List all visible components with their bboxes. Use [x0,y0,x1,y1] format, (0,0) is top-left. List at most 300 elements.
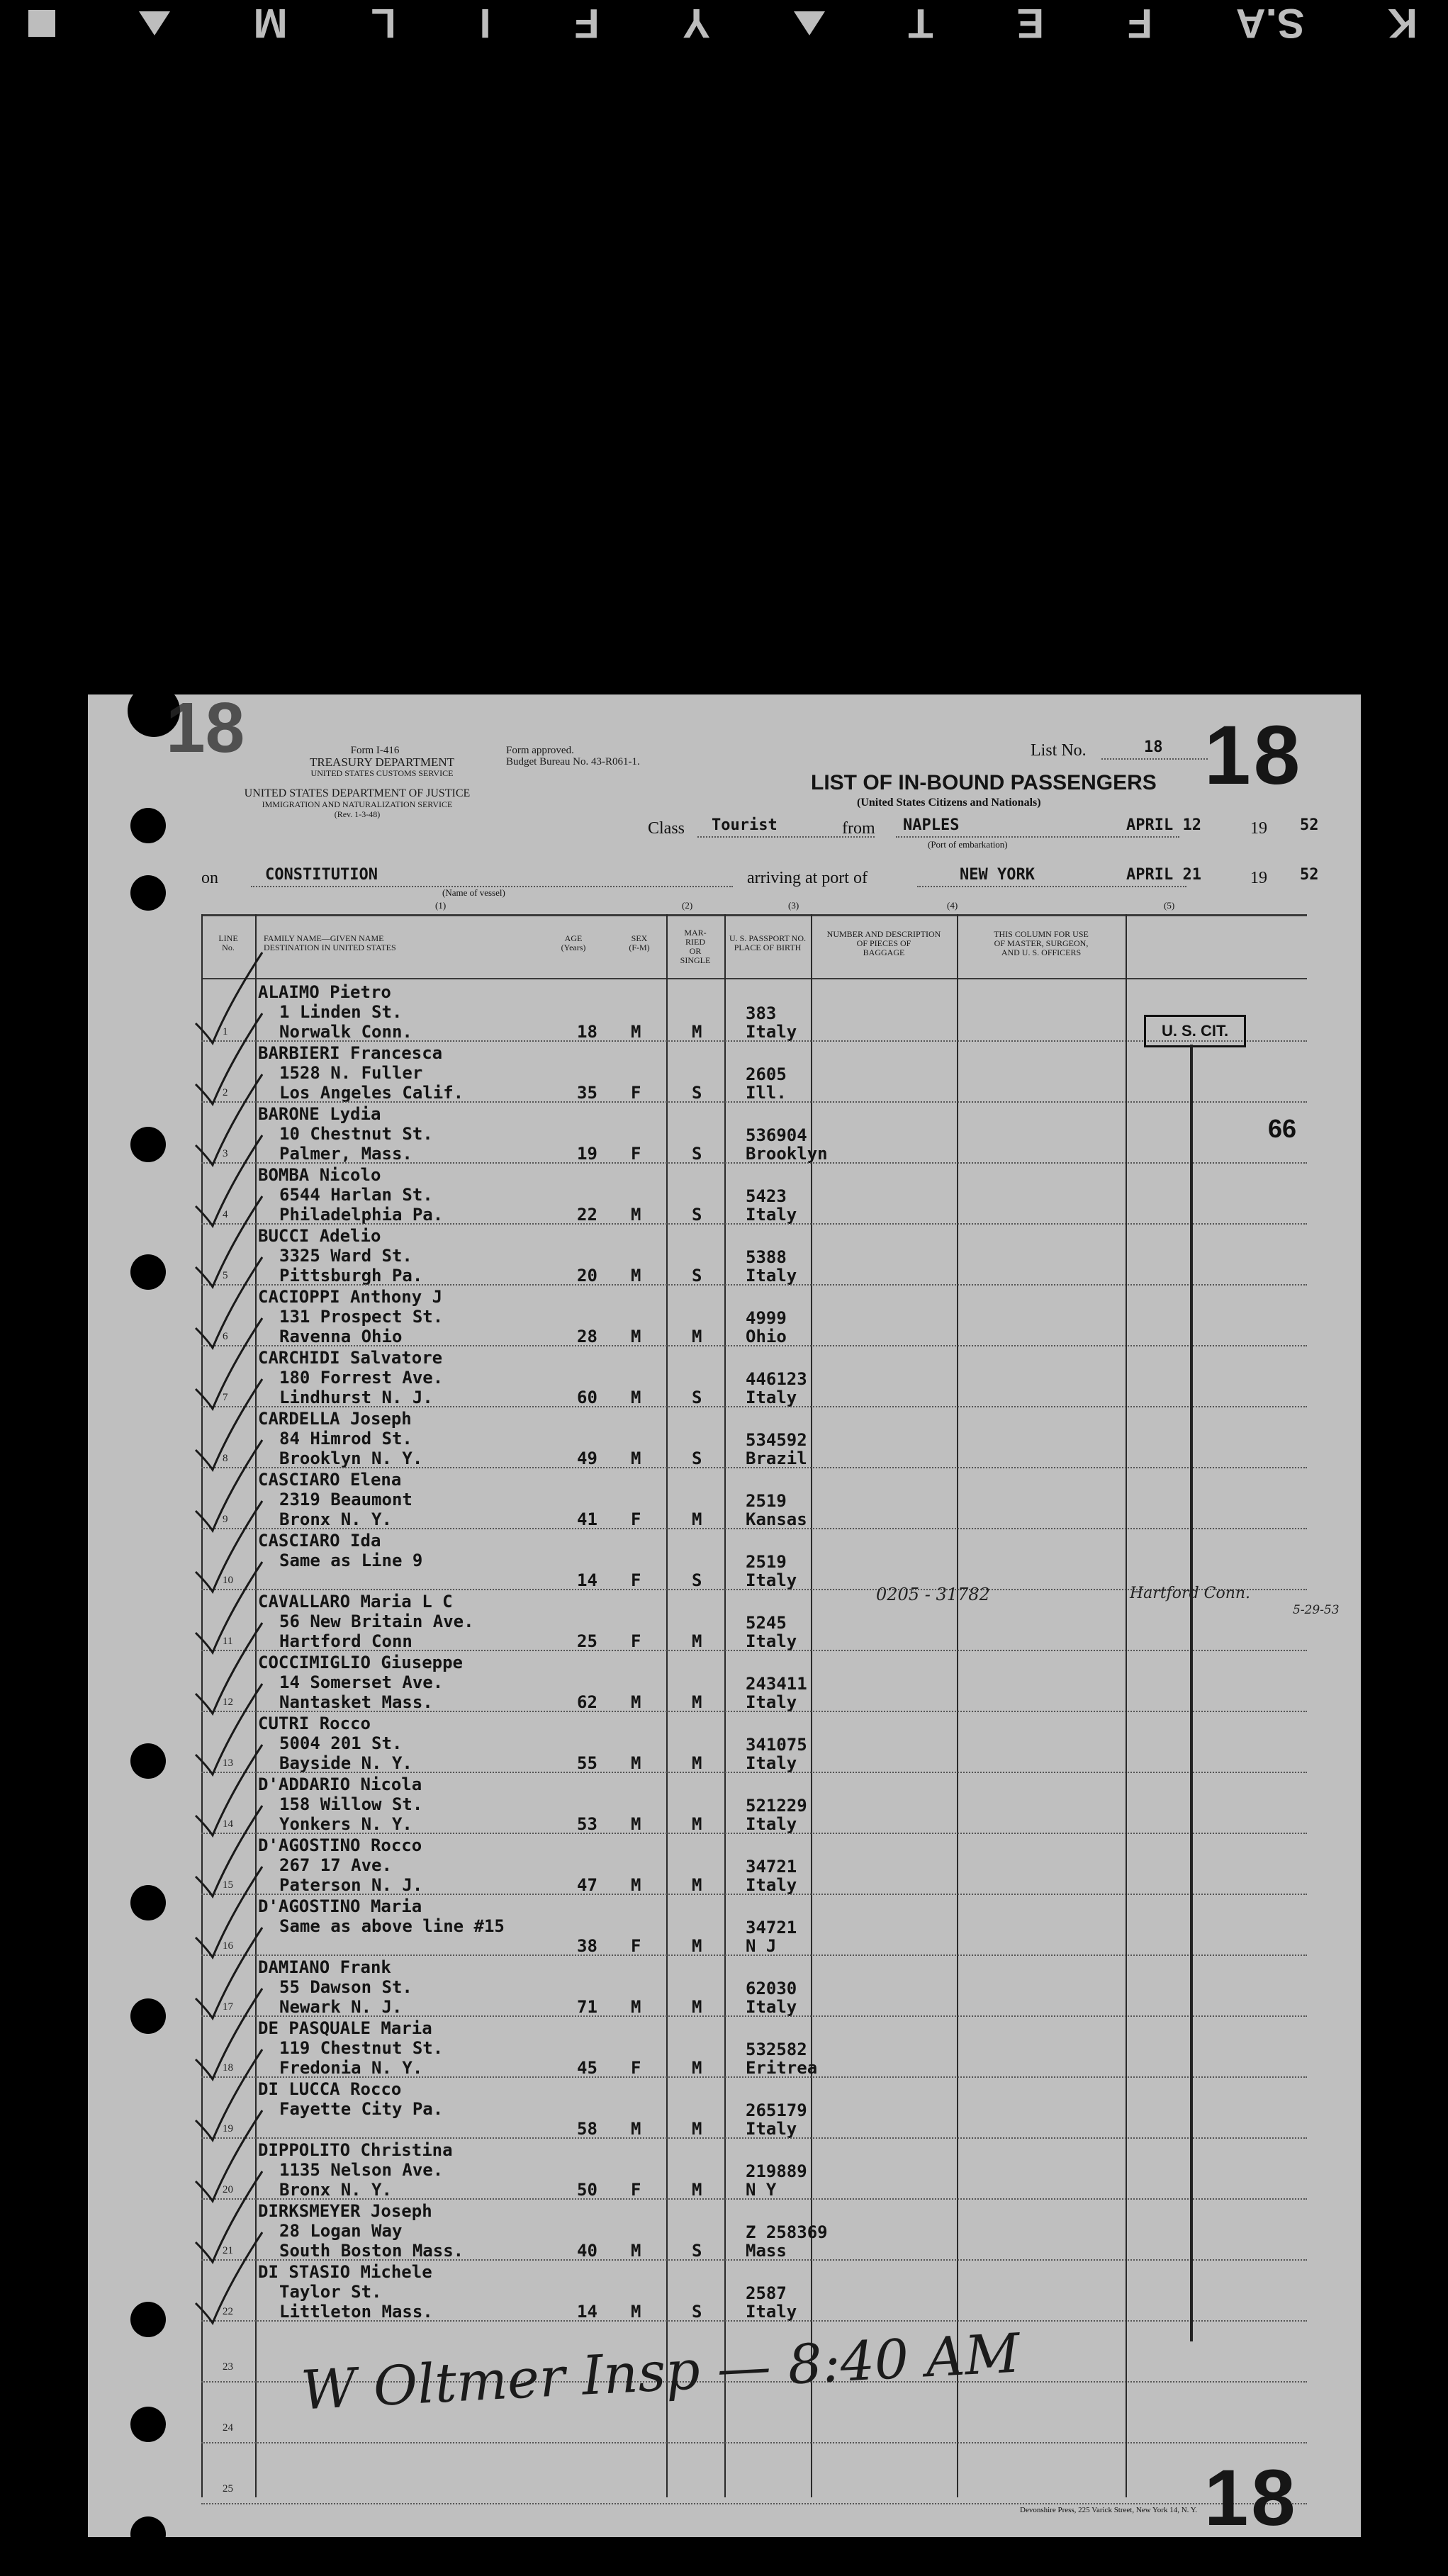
passenger-sex: M [631,1327,641,1346]
place-of-birth: Italy [746,1022,797,1042]
punch-hole [130,1127,166,1162]
film-letter: S.A [1235,0,1305,47]
row-number: 23 [223,2361,233,2373]
passenger-address: 1135 Nelson Ave. [279,2160,444,2180]
passenger-age: 20 [577,1266,597,1286]
table-row [201,1895,1307,1955]
passport-number: 5423 [746,1186,787,1206]
passenger-sex: M [631,1022,641,1042]
table-row [201,981,1307,1040]
row-number: 18 [223,2062,233,2074]
table-row [201,2017,1307,2076]
passenger-sex: F [631,1570,641,1590]
passenger-address: 28 Logan Way [279,2221,403,2241]
passenger-name: DIRKSMEYER Joseph [258,2201,432,2221]
form-title: LIST OF IN-BOUND PASSENGERS [811,771,1157,794]
row-number: 19 [223,2123,233,2135]
passport-number: 5245 [746,1613,787,1633]
passenger-city: Norwalk Conn. [279,1022,412,1042]
on-label: on [201,869,218,887]
passenger-sex: F [631,1631,641,1651]
passenger-marital: S [692,1205,702,1225]
place-of-birth: Italy [746,2119,797,2139]
passenger-city: Pittsburgh Pa. [279,1266,423,1286]
passport-number: 383 [746,1003,777,1023]
film-letter: M [253,0,288,47]
row-number: 11 [223,1636,233,1647]
passenger-marital: M [692,2119,702,2139]
place-of-birth: Italy [746,1692,797,1712]
passenger-address: 10 Chestnut St. [279,1124,433,1144]
list-no-line [1101,758,1208,760]
passenger-address: 158 Willow St. [279,1794,423,1814]
passport-number: Z 258369 [746,2222,828,2242]
passenger-city: Fredonia N. Y. [279,2058,423,2078]
port-line [917,886,1186,887]
list-stamp-number: 18 [1204,709,1303,802]
vessel-note: (Name of vessel) [442,887,505,898]
passenger-age: 50 [577,2180,597,2200]
place-of-birth: Italy [746,1875,797,1895]
place-of-birth: Italy [746,1631,797,1651]
col-line-no: LINE No. [218,933,238,952]
passenger-age: 45 [577,2058,597,2078]
form-subtitle: (United States Citizens and Nationals) [857,797,1041,809]
passenger-city: Los Angeles Calif. [279,1083,464,1103]
form-approved: Form approved. [506,745,574,756]
film-letter: I [479,0,491,47]
passenger-city: Hartford Conn [279,1631,412,1651]
row-number: 16 [223,1940,233,1952]
passenger-address: Same as above line #15 [279,1916,505,1936]
punch-hole [130,1254,166,1290]
place-of-birth: Mass [746,2241,787,2261]
passenger-sex: M [631,1205,641,1225]
passenger-marital: M [692,1327,702,1346]
passenger-city: Bayside N. Y. [279,1753,412,1773]
table-row [201,2261,1307,2320]
passenger-marital: M [692,2180,702,2200]
passenger-name: DI STASIO Michele [258,2262,432,2282]
punch-hole [130,808,166,843]
passenger-sex: F [631,2058,641,2078]
place-of-birth: Eritrea [746,2058,818,2078]
passenger-age: 18 [577,1022,597,1042]
arrival-port: NEW YORK [960,866,1035,884]
passenger-age: 28 [577,1327,597,1346]
passenger-address: 6544 Harlan St. [279,1185,433,1205]
passenger-age: 14 [577,2302,597,2322]
passenger-name: DAMIANO Frank [258,1957,391,1977]
passenger-city: Paterson N. J. [279,1875,423,1895]
punch-hole [130,2302,166,2337]
passenger-age: 49 [577,1449,597,1468]
row-number: 10 [223,1575,233,1586]
list-no-label: List No. [1031,741,1087,760]
passport-number: 34721 [746,1857,797,1877]
passenger-marital: M [692,1875,702,1895]
passport-number: 532582 [746,2040,807,2059]
table-row [201,1042,1307,1101]
row-number: 20 [223,2184,233,2195]
place-of-birth: Kansas [746,1509,807,1529]
punch-hole [130,1743,166,1779]
passenger-sex: M [631,1753,641,1773]
passenger-name: CACIOPPI Anthony J [258,1287,443,1307]
row-number: 22 [223,2306,233,2317]
col-sex: SEX (F-M) [629,933,650,952]
passenger-name: COCCIMIGLIO Giuseppe [258,1653,463,1672]
place-of-birth: Brazil [746,1449,807,1468]
place-of-birth: Italy [746,1266,797,1286]
from-label: from [842,819,875,838]
passenger-name: CARCHIDI Salvatore [258,1348,443,1368]
depart-year: 52 [1300,816,1319,834]
passenger-city: Lindhurst N. J. [279,1388,433,1407]
port-note: (Port of embarkation) [928,839,1008,850]
passenger-address: 84 Himrod St. [279,1429,412,1449]
passenger-address: 131 Prospect St. [279,1307,444,1327]
passenger-marital: M [692,1022,702,1042]
passenger-address: Fayette City Pa. [279,2099,444,2119]
passport-number: 265179 [746,2100,807,2120]
table-row [201,1164,1307,1223]
place-of-birth: Italy [746,1205,797,1225]
passenger-name: CAVALLARO Maria L C [258,1592,453,1612]
form-number: Form I-416 [350,745,400,756]
passenger-city: Ravenna Ohio [279,1327,403,1346]
passenger-city: Bronx N. Y. [279,2180,392,2200]
passenger-marital: S [692,1449,702,1468]
passenger-address: 55 Dawson St. [279,1977,412,1997]
passenger-marital: M [692,1692,702,1712]
punch-hole [130,2407,166,2442]
row-number: 9 [223,1514,228,1525]
citizen-bracket-line [1190,1045,1193,2341]
passport-number: 62030 [746,1979,797,1998]
passenger-age: 38 [577,1936,597,1956]
table-row [201,2139,1307,2198]
check-mark-icon [194,2254,279,2332]
passenger-city: Bronx N. Y. [279,1509,392,1529]
us-citizen-stamp: U. S. CIT. [1144,1015,1246,1047]
passenger-sex: M [631,1692,641,1712]
customs-service: UNITED STATES CUSTOMS SERVICE [310,768,454,778]
from-value: NAPLES [903,816,960,834]
arrive-year: 52 [1300,866,1319,884]
list-no-value: 18 [1144,738,1163,756]
officer-note-date: 5-29-53 [1293,1603,1340,1617]
passenger-address: Taylor St. [279,2282,382,2302]
table-row [201,1407,1307,1467]
passenger-name: DI LUCCA Rocco [258,2079,402,2099]
passport-number: 2519 [746,1552,787,1572]
class-value: Tourist [712,816,778,834]
passenger-marital: M [692,2058,702,2078]
baggage-note: 0205 - 31782 [876,1585,990,1604]
place-of-birth: Italy [746,1997,797,2017]
passenger-address: 180 Forrest Ave. [279,1368,444,1388]
table-header-border [201,978,1307,979]
passenger-age: 14 [577,1570,597,1590]
table-row [201,1468,1307,1528]
passenger-age: 25 [577,1631,597,1651]
passenger-city: Yonkers N. Y. [279,1814,412,1834]
passport-number: 2605 [746,1064,787,1084]
vessel-name: CONSTITUTION [265,866,378,884]
passenger-address: 1528 N. Fuller [279,1063,423,1083]
passenger-age: 40 [577,2241,597,2261]
passport-number: 536904 [746,1125,807,1145]
row-rule [201,2503,1307,2504]
column-number: (1) [435,900,447,911]
passenger-name: D'AGOSTINO Rocco [258,1835,422,1855]
column-number: (3) [788,900,799,911]
printer-footer: Devonshire Press, 225 Varick Street, New York 14, N. Y. [1020,2506,1198,2514]
row-number: 12 [223,1697,233,1708]
passenger-sex: M [631,1997,641,2017]
passenger-marital: S [692,1083,702,1103]
passenger-sex: M [631,1875,641,1895]
passport-number: 2587 [746,2283,787,2303]
place-of-birth: Ohio [746,1327,787,1346]
table-row [201,2078,1307,2137]
passenger-list-page [88,688,1361,2542]
table-top-border [201,914,1307,916]
ghost-list-number: 18 [166,688,245,767]
passenger-city: Philadelphia Pa. [279,1205,444,1225]
punch-hole [130,2516,166,2552]
passenger-sex: F [631,1144,641,1164]
place-of-birth: Italy [746,1388,797,1407]
place-of-birth: Italy [746,1753,797,1773]
film-letter: F [574,0,600,47]
passenger-address: 5004 201 St. [279,1733,403,1753]
passenger-age: 60 [577,1388,597,1407]
col-married: MAR- RIED OR SINGLE [680,928,711,965]
passenger-address: Same as Line 9 [279,1551,423,1570]
passenger-sex: F [631,1936,641,1956]
place-of-birth: Ill. [746,1083,787,1103]
punch-hole [130,1885,166,1920]
row-number: 17 [223,2001,233,2013]
table-row [201,1225,1307,1284]
table-row [201,1712,1307,1772]
budget-bureau: Budget Bureau No. 43-R061-1. [506,756,640,767]
passport-number: 219889 [746,2161,807,2181]
passenger-age: 47 [577,1875,597,1895]
passenger-name: D'AGOSTINO Maria [258,1896,422,1916]
passport-number: 5388 [746,1247,787,1267]
place-of-birth: Italy [746,1814,797,1834]
officer-note-66: 66 [1268,1114,1297,1143]
passenger-sex: F [631,1083,641,1103]
depart-year-prefix: 19 [1250,819,1267,838]
passenger-marital: S [692,1570,702,1590]
passenger-marital: S [692,1144,702,1164]
col-name: FAMILY NAME—GIVEN NAME DESTINATION IN UNITED STATES [264,933,396,952]
row-number: 21 [223,2245,233,2256]
passenger-name: CUTRI Rocco [258,1714,371,1733]
passenger-address: 2319 Beaumont [279,1490,412,1509]
passport-number: 34721 [746,1918,797,1937]
passenger-age: 35 [577,1083,597,1103]
table-row [201,1956,1307,2015]
arriving-label: arriving at port of [747,869,868,887]
film-letter: F [1127,0,1153,47]
passport-number: 2519 [746,1491,787,1511]
table-row [201,1773,1307,1833]
passenger-marital: S [692,2302,702,2322]
passport-number: 341075 [746,1735,807,1755]
row-number: 2 [223,1087,228,1098]
corner-list-number: 18 [1204,2453,1298,2542]
column-number: (2) [682,900,693,911]
inspector-signature: W Oltmer Insp — 8:40 AM [299,2321,1022,2422]
passenger-sex: F [631,2180,641,2200]
passenger-name: BARBIERI Francesca [258,1043,443,1063]
passenger-sex: F [631,1509,641,1529]
table-row [201,1286,1307,1345]
revision: (Rev. 1-3-48) [334,809,381,819]
arrive-date: APRIL 21 [1126,866,1201,884]
passenger-city: Brooklyn N. Y. [279,1449,423,1468]
table-row [201,1651,1307,1711]
row-number: 3 [223,1148,228,1159]
passenger-sex: M [631,2241,641,2261]
row-number: 5 [223,1270,228,1281]
film-letter: K [1388,0,1418,47]
passport-number: 243411 [746,1674,807,1694]
row-number: 8 [223,1453,228,1464]
place-of-birth: N J [746,1936,777,1956]
passenger-table [201,914,1307,2497]
passenger-city: Newark N. J. [279,1997,403,2017]
row-number: 13 [223,1757,233,1769]
column-number: (4) [947,900,958,911]
passenger-age: 19 [577,1144,597,1164]
table-row [201,1834,1307,1894]
passenger-marital: M [692,1814,702,1834]
passenger-age: 62 [577,1692,597,1712]
table-row [201,1346,1307,1406]
row-number: 6 [223,1331,228,1342]
table-row [201,1529,1307,1589]
table-row [201,2200,1307,2259]
passenger-name: CARDELLA Joseph [258,1409,412,1429]
passenger-age: 22 [577,1205,597,1225]
col-officers: THIS COLUMN FOR USE OF MASTER, SURGEON, AND U. S. OFFICERS [994,929,1089,957]
depart-date: APRIL 12 [1126,816,1201,834]
col-passport: U. S. PASSPORT NO. PLACE OF BIRTH [729,933,806,952]
film-triangle-mark [794,11,825,35]
passenger-name: CASCIARO Elena [258,1470,402,1490]
film-letter: E [1016,0,1045,47]
col-baggage: NUMBER AND DESCRIPTION OF PIECES OF BAGGAGE [826,929,941,957]
place-of-birth: Italy [746,1570,797,1590]
passenger-name: DE PASQUALE Maria [258,2018,432,2038]
passenger-age: 41 [577,1509,597,1529]
column-number: (5) [1164,900,1175,911]
passenger-city: Palmer, Mass. [279,1144,412,1164]
passenger-address: 3325 Ward St. [279,1246,412,1266]
passenger-name: D'ADDARIO Nicola [258,1774,422,1794]
officer-note-city: Hartford Conn. [1130,1585,1251,1602]
passenger-marital: S [692,1388,702,1407]
passenger-sex: M [631,1388,641,1407]
passenger-marital: S [692,1266,702,1286]
passport-number: 4999 [746,1308,787,1328]
row-number: 15 [223,1879,233,1891]
film-strip-text [28,1,1418,45]
passenger-address: 119 Chestnut St. [279,2038,444,2058]
passenger-marital: M [692,1509,702,1529]
passenger-name: ALAIMO Pietro [258,982,391,1002]
passenger-sex: M [631,1814,641,1834]
row-number: 25 [223,2483,233,2495]
row-number: 7 [223,1392,228,1403]
col-age: AGE (Years) [561,933,586,952]
ins-service: IMMIGRATION AND NATURALIZATION SERVICE [262,799,453,809]
passenger-city: Littleton Mass. [279,2302,433,2322]
passenger-name: CASCIARO Ida [258,1531,381,1551]
row-number: 14 [223,1818,233,1830]
table-row [201,1103,1307,1162]
film-square-mark [28,10,55,37]
passenger-address: 267 17 Ave. [279,1855,392,1875]
passenger-marital: M [692,1936,702,1956]
passenger-sex: M [631,1449,641,1468]
passenger-sex: M [631,1266,641,1286]
passenger-marital: M [692,1631,702,1651]
passenger-address: 1 Linden St. [279,1002,403,1022]
passenger-age: 58 [577,2119,597,2139]
punch-hole [130,875,166,911]
passport-number: 446123 [746,1369,807,1389]
film-triangle-mark [139,11,170,35]
passenger-name: BARONE Lydia [258,1104,381,1124]
row-number: 1 [223,1026,228,1037]
passenger-address: 14 Somerset Ave. [279,1672,444,1692]
passenger-age: 71 [577,1997,597,2017]
place-of-birth: Brooklyn [746,1144,828,1164]
passenger-sex: M [631,2302,641,2322]
place-of-birth: Italy [746,2302,797,2322]
place-of-birth: N Y [746,2180,777,2200]
passenger-name: BUCCI Adelio [258,1226,381,1246]
passenger-city: South Boston Mass. [279,2241,464,2261]
arrive-year-prefix: 19 [1250,869,1267,887]
film-strip [0,0,1448,50]
passenger-sex: M [631,2119,641,2139]
passenger-city: Nantasket Mass. [279,1692,433,1712]
passenger-marital: S [692,2241,702,2261]
film-letter: L [371,0,396,47]
passenger-address: 56 New Britain Ave. [279,1612,474,1631]
passport-number: 521229 [746,1796,807,1816]
passenger-age: 55 [577,1753,597,1773]
film-letter: Y [683,0,711,47]
passenger-marital: M [692,1753,702,1773]
class-label: Class [648,819,685,838]
passport-number: 534592 [746,1430,807,1450]
punch-hole [130,1998,166,2034]
justice-dept: UNITED STATES DEPARTMENT OF JUSTICE [244,787,471,799]
passenger-marital: M [692,1997,702,2017]
row-number: 4 [223,1209,228,1220]
film-letter: T [908,0,933,47]
passenger-age: 53 [577,1814,597,1834]
